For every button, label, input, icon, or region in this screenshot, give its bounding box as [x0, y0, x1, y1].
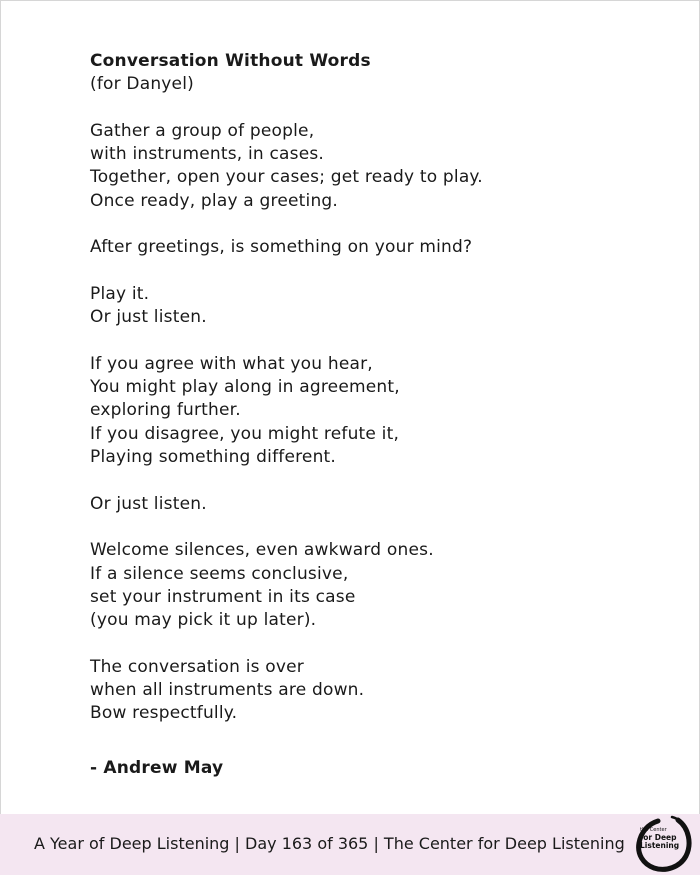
- poem-author: - Andrew May: [90, 757, 224, 778]
- poem-line: Bow respectfully.: [90, 703, 238, 724]
- stanza-1: [90, 120, 650, 213]
- logo-line-1: the Center: [640, 827, 667, 833]
- stanza-6: [90, 539, 650, 632]
- poem-line: The conversation is over: [90, 656, 304, 677]
- logo-line-2: for Deep: [640, 833, 677, 842]
- stanza-4: [90, 353, 650, 469]
- poem-line: (you may pick it up later).: [90, 610, 317, 631]
- poem-line: exploring further.: [90, 400, 241, 421]
- poem-line: when all instruments are down.: [90, 680, 365, 701]
- poem-line: with instruments, in cases.: [90, 144, 325, 165]
- poem-line: Play it.: [90, 283, 150, 304]
- poem-line: Playing something different.: [90, 447, 337, 468]
- poem-line: Gather a group of people,: [90, 120, 315, 141]
- poem-line: Together, open your cases; get ready to play.: [90, 167, 483, 188]
- poem-dedication: (for Danyel): [90, 74, 194, 95]
- footer-text: A Year of Deep Listening | Day 163 of 365 | The Center for Deep Listening: [34, 834, 625, 853]
- stanza-5: [90, 493, 650, 516]
- footer-bar: [0, 814, 700, 875]
- poem-line: Or just listen.: [90, 493, 207, 514]
- stanza-2: [90, 236, 650, 259]
- stanza-3: [90, 283, 650, 330]
- stanza-7: [90, 656, 650, 726]
- poem-line: If you agree with what you hear,: [90, 353, 373, 374]
- poem-line: set your instrument in its case: [90, 586, 356, 607]
- poem-line: If you disagree, you might refute it,: [90, 423, 400, 444]
- logo-text: [640, 826, 680, 850]
- poem-line: Welcome silences, even awkward ones.: [90, 540, 434, 561]
- poem-line: You might play along in agreement,: [90, 377, 400, 398]
- poem-title: Conversation Without Words: [90, 51, 371, 71]
- logo-line-3: Listening: [640, 841, 680, 850]
- poem-line: Or just listen.: [90, 307, 207, 328]
- poem-line: Once ready, play a greeting.: [90, 190, 339, 211]
- poem-line: If a silence seems conclusive,: [90, 563, 349, 584]
- poem-line: After greetings, is something on your mind?: [90, 237, 473, 258]
- poem: [90, 50, 650, 780]
